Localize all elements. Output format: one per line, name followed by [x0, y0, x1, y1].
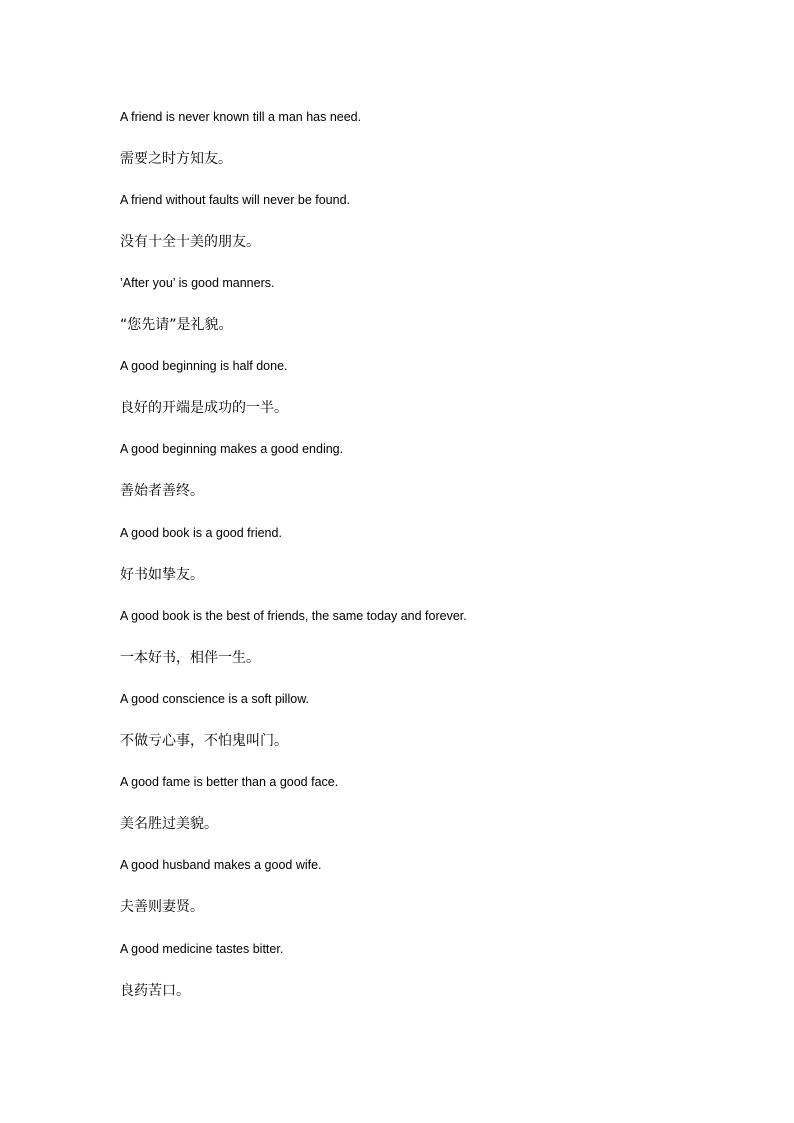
proverb-chinese: 夫善则妻贤。: [120, 899, 204, 915]
proverb-chinese: 善始者善终。: [120, 483, 204, 499]
proverb-english: A good fame is better than a good face.: [120, 775, 339, 789]
proverb-chinese: 好书如挚友。: [120, 567, 204, 583]
proverb-english: A good medicine tastes bitter.: [120, 942, 284, 956]
proverb-english: A good book is the best of friends, the same today and forever.: [120, 609, 467, 623]
proverb-english: A good book is a good friend.: [120, 526, 282, 540]
proverb-chinese: “您先请”是礼貌。: [120, 317, 233, 333]
proverb-english: A good husband makes a good wife.: [120, 858, 322, 872]
proverb-english: A friend without faults will never be found.: [120, 193, 350, 207]
proverb-chinese: 需要之时方知友。: [120, 151, 232, 167]
proverb-chinese: 一本好书，相伴一生。: [120, 650, 260, 666]
proverb-english: A good beginning makes a good ending.: [120, 442, 344, 456]
proverb-chinese: 美名胜过美貌。: [120, 816, 218, 832]
proverb-chinese: 良药苦口。: [120, 983, 190, 999]
proverb-chinese: 没有十全十美的朋友。: [120, 234, 260, 250]
proverb-english: A friend is never known till a man has need.: [120, 110, 362, 124]
proverb-chinese: 良好的开端是成功的一半。: [120, 400, 288, 416]
proverb-english: A good beginning is half done.: [120, 359, 288, 373]
proverb-english: ’After you’ is good manners.: [120, 276, 275, 290]
proverb-english: A good conscience is a soft pillow.: [120, 692, 310, 706]
proverb-chinese: 不做亏心事，不怕鬼叫门。: [120, 733, 288, 749]
